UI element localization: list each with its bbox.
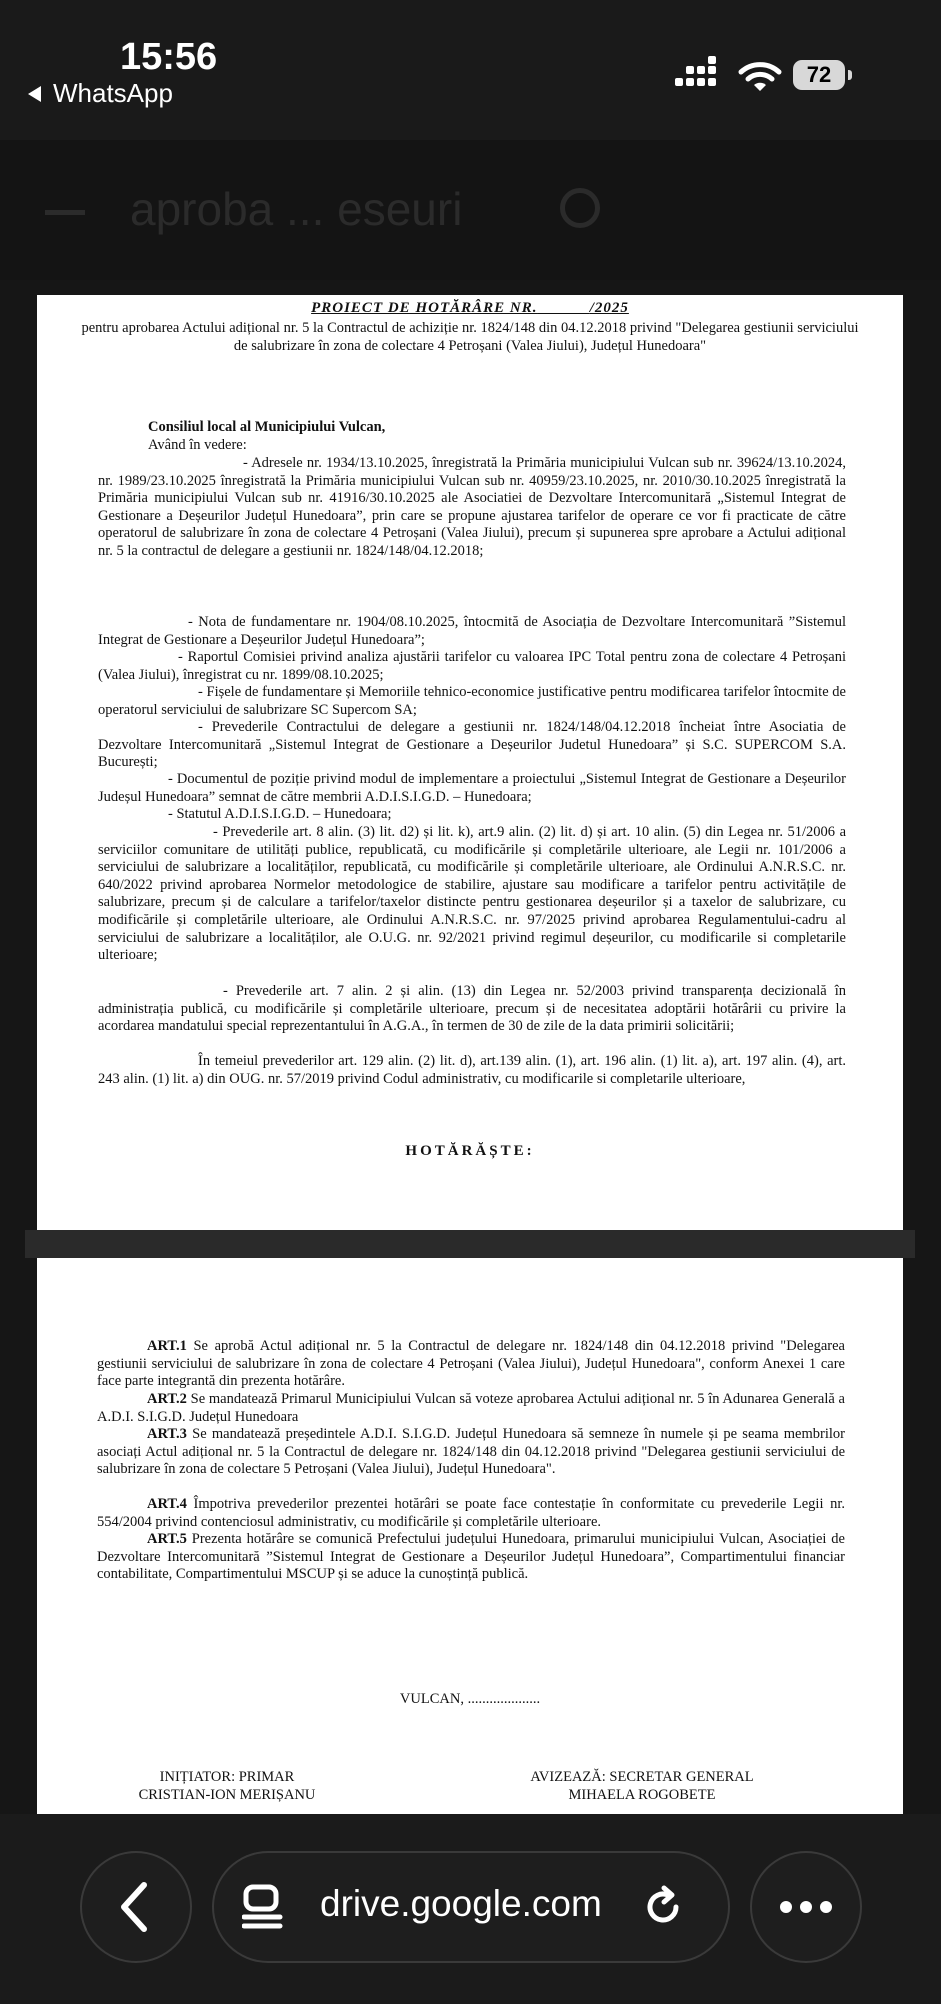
initiator-title: INIȚIATOR: PRIMAR [159,1769,295,1785]
document-page-1 [37,295,903,1230]
article-3: ART.3 Se mandatează președintele A.D.I. S.I.G.D. Județul Hunedoara să semneze în numele și pe seama membrilor asociați Actul adițional nr. 5 la Contractul de delegare nr. 1824/148 din 04.12.2018 privind "Delegarea gestiunii serviciului de salubrizare în zona de colectare 5 Petroșani (Valea Jiului), Județul Hunedoara". [97,1426,845,1478]
paragraph-temei: În temeiul prevederilor art. 129 alin. (2) lit. d), art.139 alin. (1), art. 196 alin. (1) lit. a), art. 197 alin. (4), art. 243 alin. (1) lit. a) din OUG. nr. 57/2019 privind Codul administrativ, cu modificarile si completarile ulterioare, [98,1053,846,1087]
search-icon[interactable] [560,188,600,228]
paragraph-legea-52: - Prevederile art. 7 alin. 2 și alin. (13) din Legea nr. 52/2003 privind transparența decizională în administrația publică, cu modificările și completările ulterioare, precum și de necesitatea adoptării hotărârii cu privire la acordarea mandatului special reprezentantului în A.G.A., în termen de 30 de zile de la data primirii solicitării; [98,983,846,1035]
page-format-icon [242,1884,286,1930]
article-1: ART.1 Se aprobă Actul adițional nr. 5 la Contractul de delegare nr. 1824/148 din 04.12.2018 privind "Delegarea gestiunii serviciului de salubrizare în zona de colectare 4 Petroșani (Valea Jiului), Județul Hunedoara", conform Anexei 1 care face parte integrantă din prezenta hotărâre. [97,1338,845,1390]
back-triangle-icon [28,86,41,102]
article-4: ART.4 Împotriva prevederilor prezentei hotărâri se poate face contestație în conformitate cu prevederile Legii nr. 554/2004 privind contenciosul administrativ, cu modificările și completările ulterioare. [97,1496,845,1530]
status-bar [0,0,941,140]
file-title: aproba ... eseuri [130,183,463,235]
wifi-icon [738,60,782,94]
more-dots-icon [750,1851,862,1963]
paragraph-adresele: - Adresele nr. 1934/13.10.2025, înregistrată la Primăria municipiului Vulcan sub nr. 39624/13.10.2024, nr. 1989/23.10.2025 înregistrată la Primăria municipiului Vulcan sub nr. 40959/23.10.2025, nr. 2010/30.10.2025 înregistrată la Primăria municipiului Vulcan sub nr. 41916/30.10.2025 ale Asociatiei de Dezvoltare Intercomunitară „Sistemul Integrat de Gestionare a Deșeurilor Județul Hunedoara”, prin care se propune ajustarea tarifelor de operare ce vor fi practicate de către operatorul de salubrizare în zona de colectare 4 Petroșani (Valea Jiului), precum și supunerea spre aprobare a Actului adițional nr. 5 la contractul de delegare a gestiunii nr. 1824/148/04.12.2018; [98,455,846,559]
initiator-block [97,1768,357,1804]
article-5: ART.5 Prezenta hotărâre se comunică Prefectului județului Hunedoara, primarului municipiului Vulcan, Asociației de Dezvoltare Intercomunitară ”Sistemul Integrat de Gestionare a Deșeurilor Județul Hunedoara”, Compartimentului financiar contabilitate, Compartimentului MSCUP și se aduce la cunoștință publică. [97,1531,845,1583]
cellular-signal-icon [675,60,715,94]
back-app-label: WhatsApp [53,78,173,108]
document-page-2 [37,1258,903,1814]
back-to-app-link[interactable] [28,78,173,109]
document-title: PROIECT DE HOTĂRÂRE NR. /2025 [311,300,629,316]
place-date-line: VULCAN, .................... [399,1691,541,1707]
article-2: ART.2 Se mandatează Primarul Municipiului Vulcan să voteze aprobarea Actului adițional nr. 5 în Adunarea Generală a A.D.I. S.I.G.D. Județul Hunedoara [97,1391,845,1425]
avand-text: Având în vedere: [148,437,247,453]
document-subtitle: pentru aprobarea Actului adițional nr. 5 la Contractul de achiziție nr. 1824/148 din 04.12.2018 privind "Delegarea gestiunii serviciului de salubrizare în zona de colectare 4 Petroșani (Valea Jiului), Județul Hunedoara" [81,320,859,354]
paragraph-statutul: - Statutul A.D.I.S.I.G.D. – Hunedoara; [168,806,392,822]
paragraph-fisele: - Fișele de fundamentare și Memoriile tehnico-economice justificative pentru modificarea tarifelor întocmite de operatorul serviciului de salubrizare SC Supercom SA; [98,684,846,718]
avizeaza-name: MIHAELA ROGOBETE [568,1787,716,1803]
chevron-left-icon [80,1851,192,1963]
paragraph-nota: - Nota de fundamentare nr. 1904/08.10.2025, întocmită de Asociația de Dezvoltare Intercomunitară ”Sistemul Integrat de Gestionare a Deșeurilor Județul Hunedoara”; [98,614,846,648]
initiator-name: CRISTIAN-ION MERIȘANU [138,1787,316,1803]
paragraph-legea-51: - Prevederile art. 8 alin. (3) lit. d2) și lit. k), art.9 alin. (2) lit. d) și art. 10 alin. (5) din Legea nr. 51/2006 a serviciilor comunitare de utilități publice, republicată, cu modificările și completările ulterioare, ale Legii nr. 101/2006 a serviciului de salubrizare a localităților, republicată, cu modificările și completările ulterioare, ale Ordinului A.N.R.S.C. nr. 640/2022 privind aprobarea Normelor metodologice de stabilire, ajustare sau modificare a tarifelor pentru activitățile de salubrizare, precum și de calculare a tarifelor/taxelor distincte pentru gestionarea deșeurilor și a taxelor de salubrizare, cu modificările și completările ulterioare, ale Ordinului A.N.R.S.C. nr. 97/2025 privind aprobarea Regulamentului-cadru al serviciului de salubrizare a localităților, ale O.U.G. nr. 92/2021 privind regimul deșeurilor, cu modificarile si completarile ulterioare; [98,824,846,964]
avizeaza-title: AVIZEAZĂ: SECRETAR GENERAL [530,1769,754,1785]
battery-icon [793,60,845,90]
back-arrow-icon[interactable] [45,210,85,215]
avizeaza-block [482,1768,802,1804]
decision-heading: HOTĂRĂȘTE: [405,1143,535,1159]
paragraph-raportul: - Raportul Comisiei privind analiza ajustării tarifelor cu valoarea IPC Total pentru zona de colectare 4 Petroșani (Valea Jiului), înregistrat cu nr. 1899/08.10.2025; [98,649,846,683]
battery-level: 72 [806,62,832,87]
url-text[interactable]: drive.google.com [320,1883,602,1924]
browser-back-button[interactable] [80,1851,192,1963]
council-heading: Consiliul local al Municipiului Vulcan, [148,419,386,435]
paragraph-contract: - Prevederile Contractului de delegare a gestiunii nr. 1824/148/04.12.2018 încheiat între Asociatia de Dezvoltare Intercomunitară „Sistemul Integrat de Gestionare a Deșeurilor Judetul Hunedoara” și S.C. SUPERCOM S.A. București; [98,719,846,771]
status-time: 15:56 [120,36,218,78]
reload-icon[interactable] [642,1885,686,1929]
more-options-button[interactable] [750,1851,862,1963]
paragraph-document-pozitie: - Documentul de poziție privind modul de implementare a proiectului „Sistemul Integrat de Gestionare a Deșeurilor Judeșul Hunedoara” semnat de către membrii A.D.I.S.I.G.D. – Hunedoara; [98,771,846,805]
page-gap [25,1230,915,1258]
